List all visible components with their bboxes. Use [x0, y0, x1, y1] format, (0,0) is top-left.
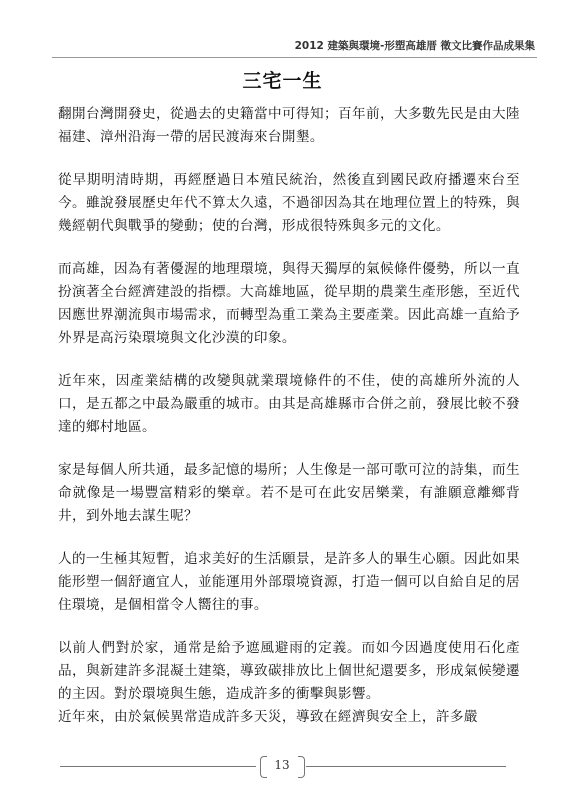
article-body	[58, 103, 520, 729]
page-number-bracket-right	[298, 756, 305, 778]
paragraph-6: 人的一生極其短暫，追求美好的生活願景，是許多人的畢生心願。因此如果能形塑一個舒適宜人，並能運用外部環境資源，打造一個可以自給自足的居住環境，是個相當令人嚮往的事。	[58, 551, 520, 613]
paragraph-4: 近年來，因產業結構的改變與就業環境條件的不佳，使的高雄所外流的人口，是五都之中最為嚴重的城市。由其是高雄縣市合併之前，發展比較不發達的鄉村地區。	[58, 373, 520, 435]
article-title: 三宅一生	[242, 70, 323, 92]
page-footer	[0, 752, 565, 782]
paragraph-1: 翻開台灣開發史，從過去的史籍當中可得知；百年前，大多數先民是由大陸福建、漳州沿海一帶的居民渡海來台開墾。	[58, 106, 520, 145]
paragraph-5: 家是每個人所共通，最多記憶的場所；人生像是一部可歌可泣的詩集，而生命就像是一場豐富精彩的樂章。若不是可在此安居樂業，有誰願意離鄉背井，到外地去謀生呢？	[58, 462, 520, 524]
header-divider	[52, 57, 537, 58]
paragraph-7: 以前人們對於家，通常是給予遮風避雨的定義。而如今因過度使用石化產品，與新建許多混凝土建築，導致碳排放比上個世紀還要多，形成氣候變遷的主因。對於環境與生態，造成許多的衝擊與影響。	[58, 640, 520, 702]
paragraph-8: 近年來，由於氣候異常造成許多天災，導致在經濟與安全上，許多嚴	[58, 709, 478, 725]
footer-rule-right	[306, 766, 506, 767]
footer-rule-left	[60, 766, 256, 767]
running-header: 2012 建築與環境-形塑高雄厝 徵文比賽作品成果集	[294, 40, 535, 52]
paragraph-3: 而高雄，因為有著優渥的地理環境，與得天獨厚的氣候條件優勢，所以一直扮演著全台經濟建設的指標。大高雄地區，從早期的農業生產形態，至近代因應世界潮流與市場需求，而轉型為重工業為主要產業。因此高雄一直給予外界是高污染環境與文化沙漠的印象。	[58, 261, 520, 346]
paragraph-2: 從早期明清時期，再經歷過日本殖民統治，然後直到國民政府播遷來台至今。雖說發展歷史年代不算太久遠，不過卻因為其在地理位置上的特殊，與幾經朝代與戰爭的變動；使的台灣，形成很特殊與多元的文化。	[58, 172, 520, 234]
page-number: 13	[274, 758, 290, 772]
